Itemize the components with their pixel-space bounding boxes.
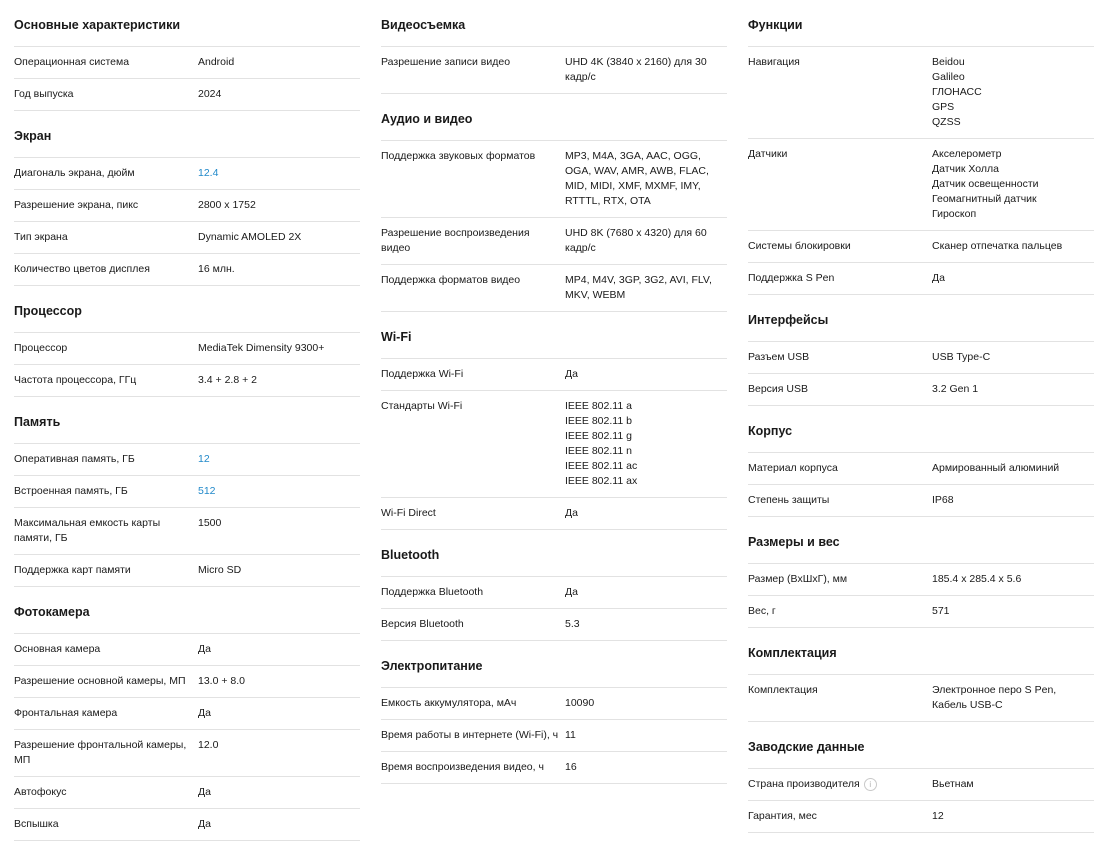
spec-value-line: Beidou (932, 56, 965, 68)
spec-value: 2024 (198, 88, 222, 100)
spec-row (14, 555, 360, 587)
spec-value: Да (198, 786, 211, 798)
spec-row (14, 508, 360, 555)
spec-value: 12 (932, 810, 944, 822)
spec-label: Версия USB (748, 383, 808, 395)
spec-label: Комплектация (748, 684, 818, 696)
spec-value: UHD 4K (3840 x 2160) для 30 кадр/с (565, 56, 707, 83)
spec-label: Степень защиты (748, 494, 830, 506)
spec-label: Разрешение воспроизведения видео (381, 227, 530, 254)
section-title: Интерфейсы (748, 295, 1094, 342)
spec-value: Армированный алюминий (932, 462, 1060, 474)
spec-label: Страна производителя (748, 778, 860, 790)
spec-label: Поддержка звуковых форматов (381, 150, 536, 162)
spec-value: 10090 (565, 697, 595, 709)
spec-label: Год выпуска (14, 88, 74, 100)
spec-label: Навигация (748, 56, 800, 68)
spec-value-line: IEEE 802.11 ax (565, 475, 638, 487)
spec-value-list (565, 399, 727, 489)
spec-label: Гарантия, мес (748, 810, 817, 822)
spec-row (14, 698, 360, 730)
spec-value-link[interactable]: 12.4 (198, 167, 219, 179)
spec-value: MP4, M4V, 3GP, 3G2, AVI, FLV, MKV, WEBM (565, 274, 712, 301)
spec-value: USB Type-C (932, 351, 991, 363)
section-title: Функции (748, 0, 1094, 47)
spec-value: 12.0 (198, 739, 219, 751)
spec-row (381, 47, 727, 94)
spec-value: Dynamic AMOLED 2X (198, 231, 302, 243)
spec-row (14, 222, 360, 254)
spec-row (14, 254, 360, 286)
spec-row (14, 730, 360, 777)
spec-value: UHD 8K (7680 x 4320) для 60 кадр/с (565, 227, 707, 254)
specs-column-1 (14, 0, 360, 841)
spec-label: Разъем USB (748, 351, 810, 363)
spec-value: Сканер отпечатка пальцев (932, 240, 1063, 252)
spec-value: 16 (565, 761, 577, 773)
spec-row (748, 263, 1094, 295)
spec-value-line: IEEE 802.11 ac (565, 460, 638, 472)
spec-value: 571 (932, 605, 950, 617)
spec-row (14, 777, 360, 809)
specs-column-3 (748, 0, 1094, 841)
spec-value: Электронное перо S Pen, Кабель USB-C (932, 684, 1057, 711)
spec-value: IP68 (932, 494, 954, 506)
spec-value-line: Геомагнитный датчик (932, 193, 1037, 205)
spec-value-link[interactable]: 12 (198, 453, 210, 465)
spec-label: Размер (ВxШxГ), мм (748, 573, 848, 585)
spec-row (14, 158, 360, 190)
spec-row (748, 342, 1094, 374)
spec-value: Да (198, 643, 211, 655)
spec-row (381, 498, 727, 530)
spec-value: Android (198, 56, 235, 68)
spec-label: Поддержка карт памяти (14, 564, 131, 576)
spec-row (748, 374, 1094, 406)
spec-label: Количество цветов дисплея (14, 263, 150, 275)
spec-row (14, 444, 360, 476)
spec-value: MP3, M4A, 3GA, AAC, OGG, OGA, WAV, AMR, AWB, FLAC, MID, MIDI, XMF, MXMF, IMY, RTTTL, RTX, OTA (565, 150, 709, 207)
section-title: Экран (14, 111, 360, 158)
spec-row (14, 634, 360, 666)
spec-row (14, 809, 360, 841)
spec-label: Поддержка Bluetooth (381, 586, 484, 598)
spec-value-line: Galileo (932, 71, 965, 83)
spec-value: 2800 x 1752 (198, 199, 256, 211)
spec-value-line: QZSS (932, 116, 961, 128)
spec-label: Частота процессора, ГГц (14, 374, 137, 386)
spec-row (381, 720, 727, 752)
spec-row (748, 139, 1094, 231)
spec-row (748, 453, 1094, 485)
spec-value: Вьетнам (932, 778, 974, 790)
spec-label: Разрешение основной камеры, МП (14, 675, 186, 687)
spec-value-line: IEEE 802.11 b (565, 415, 632, 427)
spec-value-line: Датчик освещенности (932, 178, 1039, 190)
spec-value: 185.4 x 285.4 x 5.6 (932, 573, 1022, 585)
spec-row (748, 596, 1094, 628)
spec-label: Поддержка форматов видео (381, 274, 521, 286)
spec-value-line: ГЛОНАСС (932, 86, 982, 98)
spec-row (381, 359, 727, 391)
spec-row (381, 577, 727, 609)
section-title: Заводские данные (748, 722, 1094, 769)
spec-label: Время воспроизведения видео, ч (381, 761, 544, 773)
spec-label: Диагональ экрана, дюйм (14, 167, 135, 179)
spec-label: Операционная система (14, 56, 130, 68)
spec-label: Стандарты Wi-Fi (381, 400, 463, 412)
spec-row (748, 675, 1094, 722)
spec-label: Время работы в интернете (Wi-Fi), ч (381, 729, 559, 741)
spec-label: Максимальная емкость карты памяти, ГБ (14, 517, 161, 544)
spec-row (14, 365, 360, 397)
spec-value: Да (198, 707, 211, 719)
spec-label: Поддержка S Pen (748, 272, 835, 284)
section-title: Bluetooth (381, 530, 727, 577)
section-title: Комплектация (748, 628, 1094, 675)
section-title: Фотокамера (14, 587, 360, 634)
section-title: Размеры и вес (748, 517, 1094, 564)
spec-value-line: IEEE 802.11 n (565, 445, 632, 457)
spec-value-line: Датчик Холла (932, 163, 999, 175)
spec-value-list (932, 55, 1094, 130)
spec-value-line: IEEE 802.11 a (565, 400, 632, 412)
section-title: Аудио и видео (381, 94, 727, 141)
spec-row (14, 47, 360, 79)
spec-row (748, 231, 1094, 263)
spec-label-with-info (748, 777, 932, 792)
spec-label: Материал корпуса (748, 462, 838, 474)
spec-row (381, 141, 727, 218)
spec-value: 1500 (198, 517, 222, 529)
spec-row (381, 265, 727, 312)
spec-label: Датчики (748, 148, 788, 160)
spec-row (748, 564, 1094, 596)
spec-row (14, 79, 360, 111)
info-icon[interactable]: i (864, 778, 877, 791)
specs-column-2 (381, 0, 727, 841)
spec-label: Тип экрана (14, 231, 68, 243)
spec-value: Да (198, 818, 211, 830)
spec-value-list (932, 147, 1094, 222)
section-title: Видеосъемка (381, 0, 727, 47)
section-title: Wi-Fi (381, 312, 727, 359)
spec-value: MediaTek Dimensity 9300+ (198, 342, 325, 354)
spec-value: 13.0 + 8.0 (198, 675, 245, 687)
spec-label: Основная камера (14, 643, 101, 655)
spec-label: Системы блокировки (748, 240, 851, 252)
spec-value: Да (932, 272, 945, 284)
spec-row (381, 688, 727, 720)
spec-row (14, 190, 360, 222)
spec-label: Вес, г (748, 605, 776, 617)
spec-row (748, 769, 1094, 801)
spec-value: Micro SD (198, 564, 242, 576)
spec-label: Фронтальная камера (14, 707, 118, 719)
spec-label: Поддержка Wi-Fi (381, 368, 464, 380)
spec-row (14, 333, 360, 365)
spec-row (14, 476, 360, 508)
spec-row (14, 666, 360, 698)
spec-label: Оперативная память, ГБ (14, 453, 135, 465)
spec-value-line: GPS (932, 101, 955, 113)
spec-row (748, 47, 1094, 139)
spec-value: Да (565, 586, 578, 598)
spec-label: Разрешение записи видео (381, 56, 511, 68)
section-title: Основные характеристики (14, 0, 360, 47)
spec-label: Емкость аккумулятора, мАч (381, 697, 517, 709)
spec-row (381, 218, 727, 265)
spec-label: Встроенная память, ГБ (14, 485, 128, 497)
spec-label: Процессор (14, 342, 68, 354)
spec-label: Wi-Fi Direct (381, 507, 436, 519)
spec-value: Да (565, 507, 578, 519)
spec-value: Да (565, 368, 578, 380)
spec-label: Разрешение фронтальной камеры, МП (14, 739, 187, 766)
spec-row (748, 801, 1094, 833)
spec-value-line: Гироскоп (932, 208, 977, 220)
spec-row (381, 391, 727, 498)
spec-value-line: Акселерометр (932, 148, 1002, 160)
section-title: Процессор (14, 286, 360, 333)
spec-label: Версия Bluetooth (381, 618, 464, 630)
spec-row (381, 752, 727, 784)
spec-value-link[interactable]: 512 (198, 485, 216, 497)
spec-label: Разрешение экрана, пикс (14, 199, 139, 211)
spec-row (748, 485, 1094, 517)
section-title: Память (14, 397, 360, 444)
spec-label: Вспышка (14, 818, 59, 830)
spec-label: Автофокус (14, 786, 67, 798)
spec-value: 5.3 (565, 618, 580, 630)
section-title: Электропитание (381, 641, 727, 688)
spec-value: 16 млн. (198, 263, 235, 275)
spec-value: 3.2 Gen 1 (932, 383, 979, 395)
spec-value-line: IEEE 802.11 g (565, 430, 632, 442)
spec-value: 11 (565, 729, 576, 741)
spec-value: 3.4 + 2.8 + 2 (198, 374, 257, 386)
spec-row (381, 609, 727, 641)
section-title: Корпус (748, 406, 1094, 453)
